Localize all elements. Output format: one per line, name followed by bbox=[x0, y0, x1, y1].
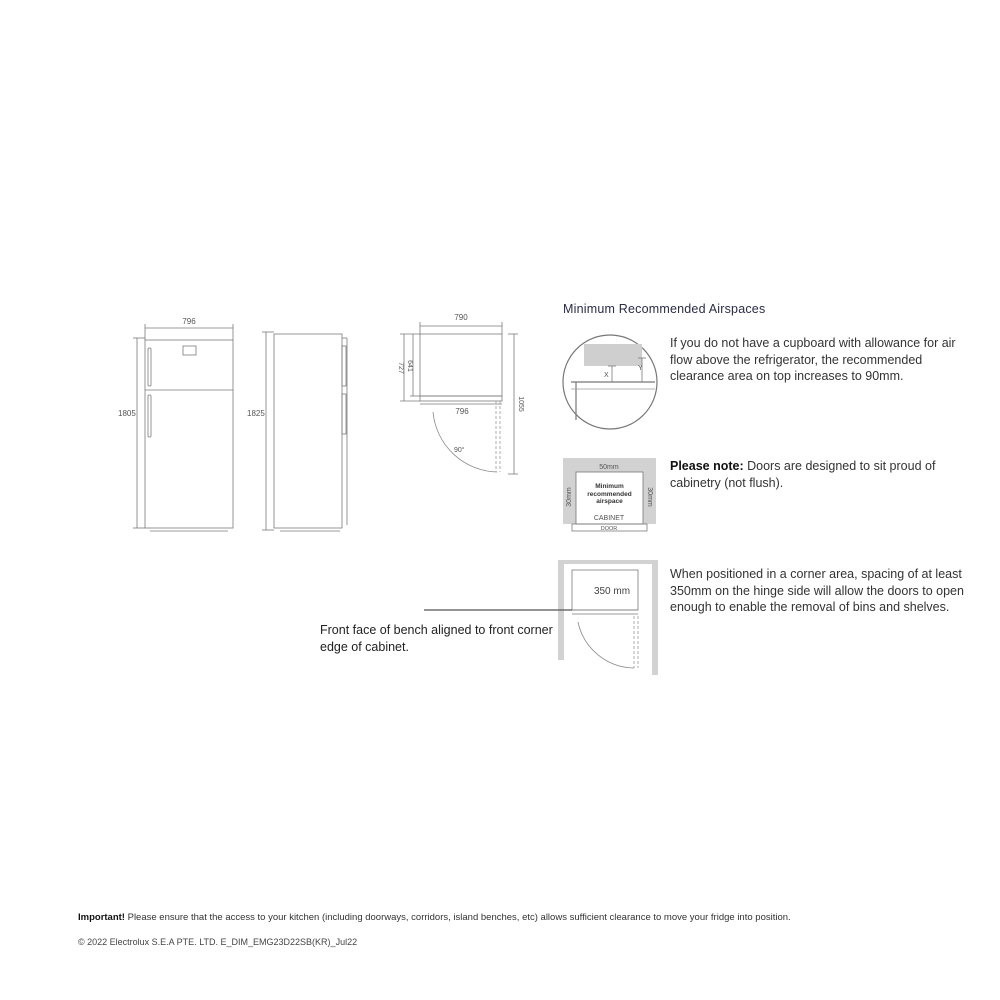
top-depth-inner-label: 641 bbox=[406, 360, 413, 372]
bench-text: Front face of bench aligned to front corner edge of cabinet. bbox=[320, 623, 553, 654]
corner-detail bbox=[424, 560, 658, 675]
side-height-label: 1825 bbox=[247, 409, 265, 418]
copyright-text: © 2022 Electrolux S.E.A PTE. LTD. E_DIM_EMG23D22SB(KR)_Jul22 bbox=[78, 937, 358, 947]
side-wall bbox=[652, 564, 658, 675]
front-fridge-body bbox=[145, 340, 233, 528]
please-note-label: Please note: bbox=[670, 459, 744, 473]
corner-text: When positioned in a corner area, spacing of at least 350mm on the hinge side will allow the doors to open enough to enable the removal of bins and shelves. bbox=[670, 567, 964, 614]
please-note-text bbox=[670, 458, 970, 491]
door-swing-arc bbox=[433, 412, 497, 472]
front-width-label: 796 bbox=[182, 317, 196, 326]
side-fridge-body bbox=[274, 334, 342, 528]
airspaces-heading: Minimum Recommended Airspaces bbox=[563, 302, 766, 316]
front-display-panel bbox=[183, 346, 196, 355]
airspace-top-text: If you do not have a cupboard with allowance for air flow above the refrigerator, the recommended clearance area on top increases to 90mm. bbox=[670, 336, 956, 383]
top-door-thickness bbox=[420, 396, 502, 401]
side-view bbox=[247, 332, 347, 531]
door-angle-label: 90° bbox=[454, 447, 465, 454]
top-width-bottom-label: 796 bbox=[455, 407, 469, 416]
airspace-cabinet-detail bbox=[563, 458, 656, 532]
important-note bbox=[78, 912, 791, 923]
left-gap-label: 30mm bbox=[566, 487, 573, 507]
door-open-depth-label: 1055 bbox=[517, 396, 524, 412]
airspace-top-detail bbox=[563, 335, 657, 429]
top-view bbox=[397, 313, 524, 474]
corner-distance-label: 350 mm bbox=[593, 586, 631, 597]
cabinet-label: CABINET bbox=[593, 515, 625, 522]
airspace-center-label: Minimum recommended airspace bbox=[587, 483, 632, 505]
top-fridge-body bbox=[420, 334, 502, 396]
front-upper-handle bbox=[148, 348, 151, 386]
side-upper-handle bbox=[342, 346, 346, 386]
side-lower-handle bbox=[342, 394, 346, 434]
important-label: Important! bbox=[78, 912, 125, 923]
clearance-x-label: X bbox=[604, 372, 609, 379]
top-depth-outer-label: 727 bbox=[397, 362, 404, 374]
right-gap-label: 30mm bbox=[646, 487, 653, 507]
important-body: Please ensure that the access to your kitchen (including doorways, corridors, island benches, etc) allows sufficient clearance to move your fridge into position. bbox=[124, 912, 791, 923]
front-height-label: 1805 bbox=[118, 409, 136, 418]
please-note-body: Doors are designed to sit proud of cabinetry (not flush). bbox=[670, 459, 936, 490]
front-lower-handle bbox=[148, 395, 151, 437]
cupboard-above bbox=[584, 344, 642, 366]
door-label: DOOR bbox=[600, 526, 618, 532]
clearance-y-label: Y bbox=[638, 365, 643, 372]
top-gap-label: 50mm bbox=[599, 464, 619, 471]
center-label-box bbox=[578, 483, 641, 511]
top-width-label: 790 bbox=[454, 313, 468, 322]
front-view bbox=[118, 317, 233, 531]
